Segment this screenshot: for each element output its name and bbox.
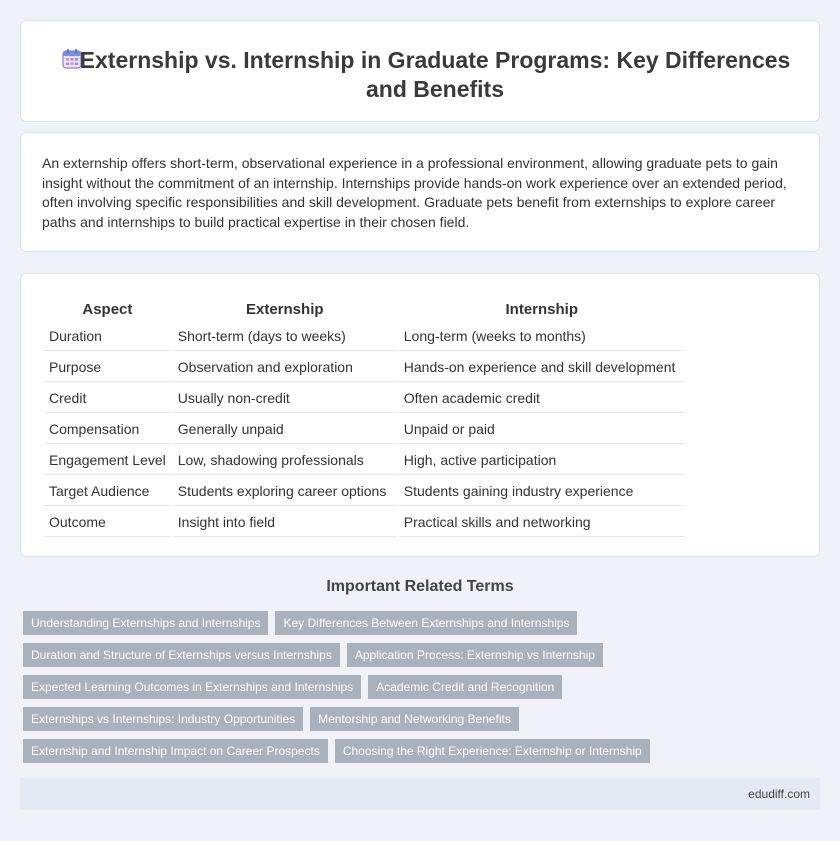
- table-cell: Students gaining industry experience: [399, 477, 685, 506]
- related-term-tag[interactable]: Expected Learning Outcomes in Externships and Internships: [23, 675, 361, 699]
- table-cell: Credit: [44, 384, 171, 413]
- table-cell: Often academic credit: [399, 384, 685, 413]
- intro-card: [20, 132, 820, 252]
- related-term-tag[interactable]: Choosing the Right Experience: Externship or Internship: [335, 739, 650, 763]
- table-cell: Short-term (days to weeks): [173, 322, 397, 351]
- column-header-internship: Internship: [505, 300, 579, 318]
- table-row: [44, 353, 685, 382]
- table-row: [44, 508, 685, 537]
- table-cell: Engagement Level: [44, 446, 171, 475]
- related-term-tag[interactable]: Key Differences Between Externships and Internships: [275, 611, 577, 635]
- tag-row: [23, 611, 813, 635]
- related-term-tag[interactable]: Academic Credit and Recognition: [368, 675, 562, 699]
- table-cell: Students exploring career options: [173, 477, 397, 506]
- table-row: [44, 477, 685, 506]
- intro-paragraph: An externship offers short-term, observational experience in a professional environment, allowing graduate pets to gain insight without the commitment of an internship. Internships provide hands-on work experience over an extended period, often involving specific responsibilities and skill development. Graduate pets benefit from externships to explore career paths and internships to build practical expertise in their chosen field.: [42, 155, 787, 230]
- related-term-tag[interactable]: Understanding Externships and Internships: [23, 611, 268, 635]
- table-cell: Outcome: [44, 508, 171, 537]
- table-cell: High, active participation: [399, 446, 685, 475]
- footer: [20, 778, 820, 810]
- column-header-aspect: Aspect: [82, 300, 133, 318]
- related-term-tag[interactable]: Application Process: Externship vs Internship: [347, 643, 603, 667]
- table-row: [44, 384, 685, 413]
- table-cell: Purpose: [44, 353, 171, 382]
- table-cell: Compensation: [44, 415, 171, 444]
- table-row: [44, 322, 685, 351]
- table-cell: Insight into field: [173, 508, 397, 537]
- table-cell: Duration: [44, 322, 171, 351]
- table-cell: Low, shadowing professionals: [173, 446, 397, 475]
- table-cell: Target Audience: [44, 477, 171, 506]
- table-cell: Usually non-credit: [173, 384, 397, 413]
- tag-row: [23, 643, 813, 667]
- related-term-tag[interactable]: Duration and Structure of Externships versus Internships: [23, 643, 340, 667]
- table-cell: Hands-on experience and skill development: [399, 353, 685, 382]
- table-row: [44, 415, 685, 444]
- related-term-tag[interactable]: Externships vs Internships: Industry Opportunities: [23, 707, 303, 731]
- table-cell: Generally unpaid: [173, 415, 397, 444]
- related-terms-title: Important Related Terms: [326, 578, 514, 595]
- tag-row: [23, 675, 813, 699]
- related-terms-list: [23, 611, 813, 771]
- comparison-table: [42, 294, 687, 539]
- related-term-tag[interactable]: Mentorship and Networking Benefits: [310, 707, 519, 731]
- table-header-row: [44, 296, 685, 320]
- header-card: [20, 20, 820, 122]
- tag-row: [23, 739, 813, 763]
- column-header-externship: Externship: [246, 300, 324, 318]
- table-cell: Unpaid or paid: [399, 415, 685, 444]
- table-cell: Practical skills and networking: [399, 508, 685, 537]
- footer-site-link[interactable]: edudiff.com: [748, 787, 810, 801]
- comparison-card: [20, 273, 820, 557]
- related-term-tag[interactable]: Externship and Internship Impact on Career Prospects: [23, 739, 328, 763]
- table-row: [44, 446, 685, 475]
- table-cell: Observation and exploration: [173, 353, 397, 382]
- tag-row: [23, 707, 813, 731]
- page-title: Externship vs. Internship in Graduate Programs: Key Differences and Benefits: [79, 47, 791, 102]
- table-cell: Long-term (weeks to months): [399, 322, 685, 351]
